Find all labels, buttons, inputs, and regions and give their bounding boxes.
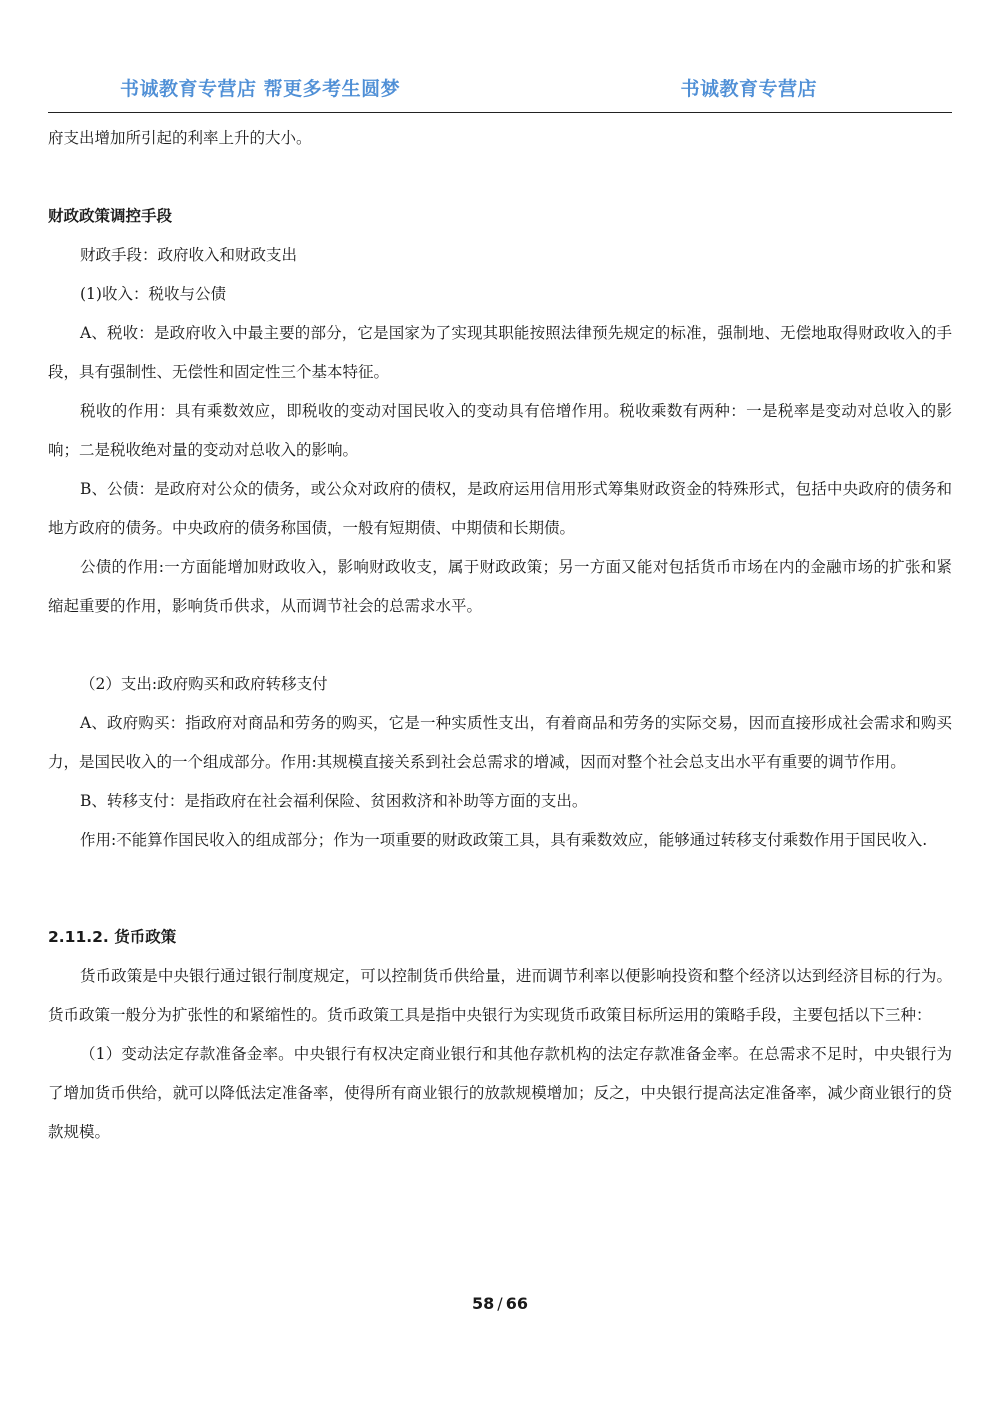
paragraph: A、政府购买：指政府对商品和劳务的购买，它是一种实质性支出，有着商品和劳务的实际交易，因而直接形成社会需求和购买力，是国民收入的一个组成部分。作用:其规模直接关系到社会总需求的增减，因而对整个社会总支出水平有重要的调节作用。 [48,714,952,771]
page-number [0,1294,1000,1313]
paragraph: 财政手段：政府收入和财政支出 [80,246,298,264]
section-heading-monetary: 2.11.2. 货币政策 [48,928,177,946]
page-current: 58 [472,1294,495,1313]
paragraph: B、转移支付：是指政府在社会福利保险、贫困救济和补助等方面的支出。 [80,792,588,810]
paragraph-intro: 府支出增加所引起的利率上升的大小。 [48,129,312,147]
page-header [48,70,952,113]
page-separator: / [497,1294,503,1313]
paragraph: B、公债：是政府对公众的债务，或公众对政府的债权，是政府运用信用形式筹集财政资金的特殊形式，包括中央政府的债务和地方政府的债务。中央政府的债务称国债，一般有短期债、中期债和长期债。 [48,480,952,537]
header-left-text: 书诚教育专营店 帮更多考生圆梦 [120,78,401,100]
paragraph: 公债的作用:一方面能增加财政收入，影响财政收支，属于财政政策；另一方面又能对包括货币市场在内的金融市场的扩张和紧缩起重要的作用，影响货币供求，从而调节社会的总需求水平。 [48,558,952,615]
paragraph: 作用:不能算作国民收入的组成部分；作为一项重要的财政政策工具，具有乘数效应，能够通过转移支付乘数作用于国民收入. [80,831,928,849]
spacer [48,860,952,918]
paragraph: 税收的作用：具有乘数效应，即税收的变动对国民收入的变动具有倍增作用。税收乘数有两种：一是税率是变动对总收入的影响；二是税收绝对量的变动对总收入的影响。 [48,402,952,459]
paragraph: (1)收入：税收与公债 [80,285,226,303]
paragraph: （2）支出:政府购买和政府转移支付 [80,675,328,693]
spacer [48,626,952,665]
document-body [48,119,952,1152]
section-heading-fiscal: 财政政策调控手段 [48,207,173,225]
paragraph: （1）变动法定存款准备金率。中央银行有权决定商业银行和其他存款机构的法定存款准备金率。在总需求不足时，中央银行为了增加货币供给，就可以降低法定准备率，使得所有商业银行的放款规模增加；反之，中央银行提高法定准备率，减少商业银行的贷款规模。 [48,1045,952,1141]
paragraph: A、税收：是政府收入中最主要的部分，它是国家为了实现其职能按照法律预先规定的标准，强制地、无偿地取得财政收入的手段，具有强制性、无偿性和固定性三个基本特征。 [48,324,952,381]
header-right-text: 书诚教育专营店 [680,78,817,100]
spacer [48,158,952,197]
page-total: 66 [505,1294,528,1313]
paragraph: 货币政策是中央银行通过银行制度规定，可以控制货币供给量，进而调节利率以便影响投资和整个经济以达到经济目标的行为。货币政策一般分为扩张性的和紧缩性的。货币政策工具是指中央银行为实现货币政策目标所运用的策略手段，主要包括以下三种： [48,967,952,1024]
